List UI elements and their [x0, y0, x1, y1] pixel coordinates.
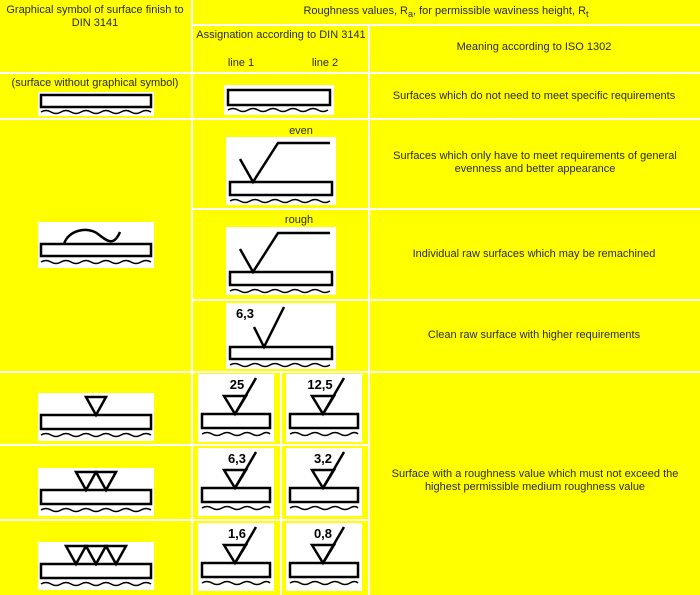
grid-line — [191, 208, 700, 210]
triangle-1-symbol — [38, 393, 154, 441]
grid-line — [191, 299, 700, 301]
header-line1: line 1 — [227, 57, 255, 69]
grid-line — [0, 519, 368, 521]
header-assignation: Assignation according to DIN 3141 — [196, 29, 366, 41]
grid-line — [0, 118, 700, 120]
row4-value: 6,3 — [235, 306, 255, 321]
triangle-2-symbol — [38, 468, 154, 516]
grid-line — [0, 444, 368, 446]
header-line2: line 2 — [311, 57, 339, 69]
row1-left-label: (surface without graphical symbol) — [11, 77, 179, 89]
ra-25-value: 25 — [229, 377, 245, 392]
header-roughness: Roughness values, $R_a$, for permissible waviness height, $R_t$ — [303, 5, 589, 20]
row2-meaning: Surfaces which only have to meet requirements of general evenness and better appearance — [393, 150, 677, 175]
ra-125-value: 12,5 — [307, 377, 333, 392]
rough-label: rough — [284, 214, 314, 226]
plain-surface-symbol — [224, 85, 334, 115]
ra-63-value: 6,3 — [227, 451, 247, 466]
plain-surface-symbol — [38, 92, 154, 116]
header-symbol: Graphical symbol of surface finish to DIN 3141 — [6, 4, 184, 29]
roughness-meaning: Surface with a roughness value which must not exceed the highest permissible medium roughness value — [391, 468, 679, 493]
row1-meaning: Surfaces which do not need to meet specific requirements — [392, 90, 676, 102]
grid-line — [191, 24, 700, 26]
ra-08-value: 0,8 — [313, 526, 333, 541]
ra-32-value: 3,2 — [313, 451, 333, 466]
triangle-3-symbol — [38, 542, 154, 590]
rough-check-symbol — [226, 227, 336, 295]
header-meaning: Meaning according to ISO 1302 — [456, 41, 612, 53]
even-label: even — [289, 125, 313, 137]
grid-line — [191, 0, 193, 595]
row3-meaning: Individual raw surfaces which may be remachined — [412, 248, 656, 260]
grid-line — [0, 371, 700, 373]
ra-16-value: 1,6 — [227, 526, 247, 541]
grid-line — [368, 24, 370, 595]
raw-surface-symbol — [38, 222, 154, 268]
row4-meaning: Clean raw surface with higher requirements — [427, 329, 641, 341]
even-check-symbol — [226, 137, 336, 205]
grid-line — [0, 72, 700, 74]
grid-line — [280, 371, 282, 595]
